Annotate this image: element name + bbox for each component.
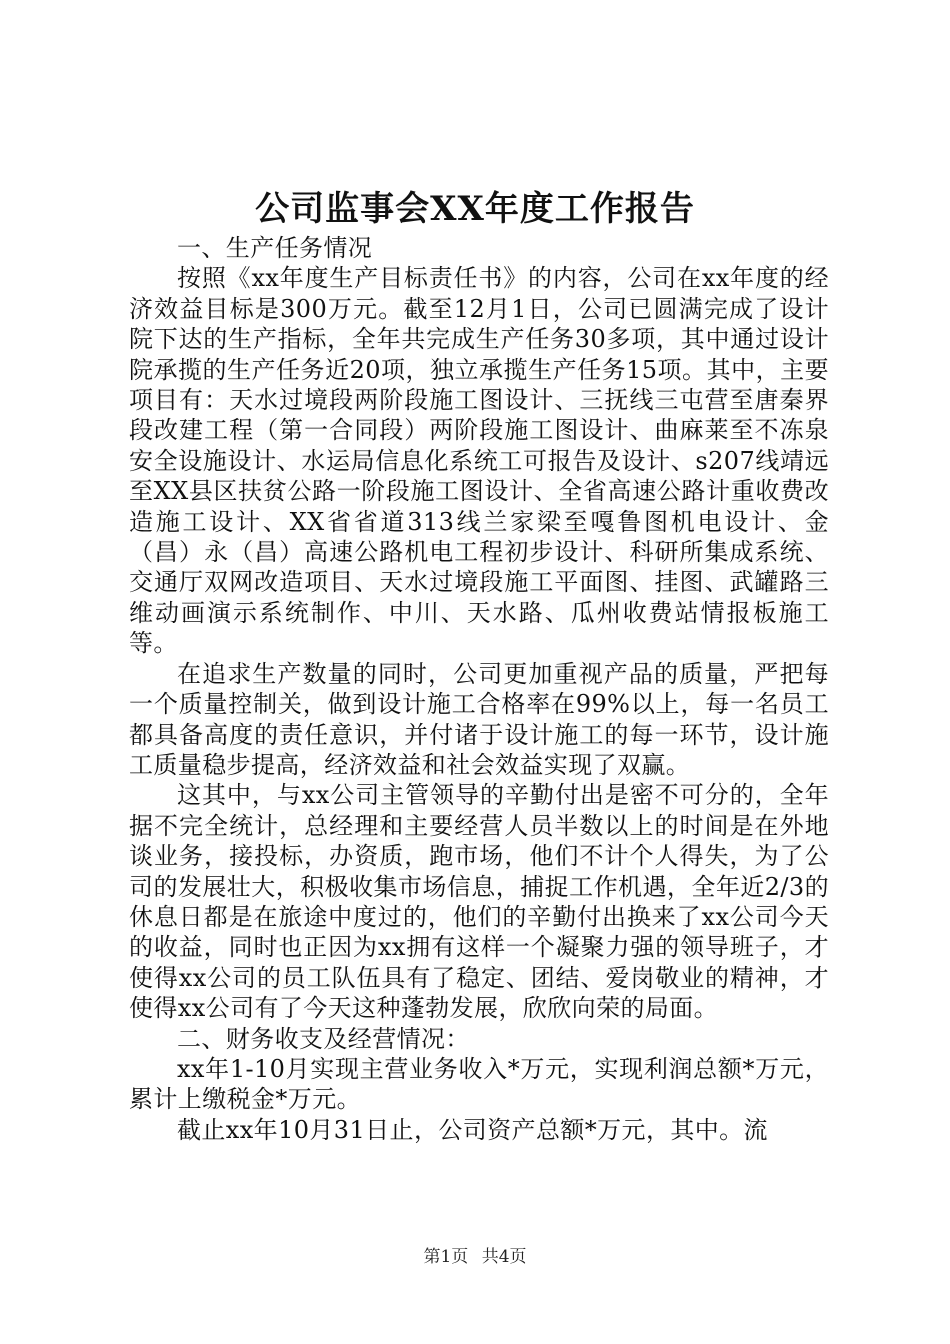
paragraph-production-tasks: 按照《xx年度生产目标责任书》的内容，公司在xx年度的经济效益目标是300万元。截至12月1日，公司已圆满完成了设计院下达的生产指标，全年共完成生产任务30多项，其中通过设计院承揽的生产任务近20项，独立承揽生产任务15项。其中，主要项目有：天水过境段两阶段施工图设计、三抚线三屯营至唐秦界段改建工程（第一合同段）两阶段施工图设计、曲麻莱至不冻泉安全设施设计、水运局信息化系统工可报告及设计、s207线靖远至XX县区扶贫公路一阶段施工图设计、全省高速公路计重收费改造施工设计、XX省省道313线兰家梁至嘎鲁图机电设计、金（昌）永（昌）高速公路机电工程初步设计、科研所集成系统、交通厅双网改造项目、天水过境段施工平面图、挂图、武罐路三维动画演示系统制作、中川、天水路、瓜州收费站情报板施工等。: [129, 264, 829, 658]
page-number-current: 第1页: [423, 1247, 469, 1267]
section-heading-production: 一、生产任务情况: [177, 234, 373, 262]
paragraph-quality: 在追求生产数量的同时，公司更加重视产品的质量，严把每一个质量控制关，做到设计施工合格率在99%以上，每一名员工都具备高度的责任意识，并付诸于设计施工的每一环节，设计施工质量稳步提高，经济效益和社会效益实现了双赢。: [129, 659, 829, 779]
paragraph-revenue: xx年1-10月实现主营业务收入*万元，实现利润总额*万元，累计上缴税金*万元。: [129, 1054, 829, 1114]
paragraph-leadership: 这其中，与xx公司主管领导的辛勤付出是密不可分的，全年据不完全统计，总经理和主要经营人员半数以上的时间是在外地谈业务，接投标，办资质，跑市场，他们不计个人得失，为了公司的发展壮大，积极收集市场信息，捕捉工作机遇，全年近2/3的休息日都是在旅途中度过的，他们的辛勤付出换来了xx公司今天的收益，同时也正因为xx拥有这样一个凝聚力强的领导班子，才使得xx公司的员工队伍具有了稳定、团结、爱岗敬业的精神，才使得xx公司有了今天这种蓬勃发展，欣欣向荣的局面。: [129, 781, 829, 1023]
page-footer: [0, 1246, 950, 1268]
document-body: [129, 233, 829, 1145]
paragraph-assets: 截止xx年10月31日止，公司资产总额*万元，其中。流: [177, 1115, 768, 1144]
page-title: 公司监事会XX年度工作报告: [255, 189, 695, 229]
section-heading-finance: 二、财务收支及经营情况：: [177, 1024, 470, 1053]
page-number-total: 共4页: [481, 1247, 527, 1267]
